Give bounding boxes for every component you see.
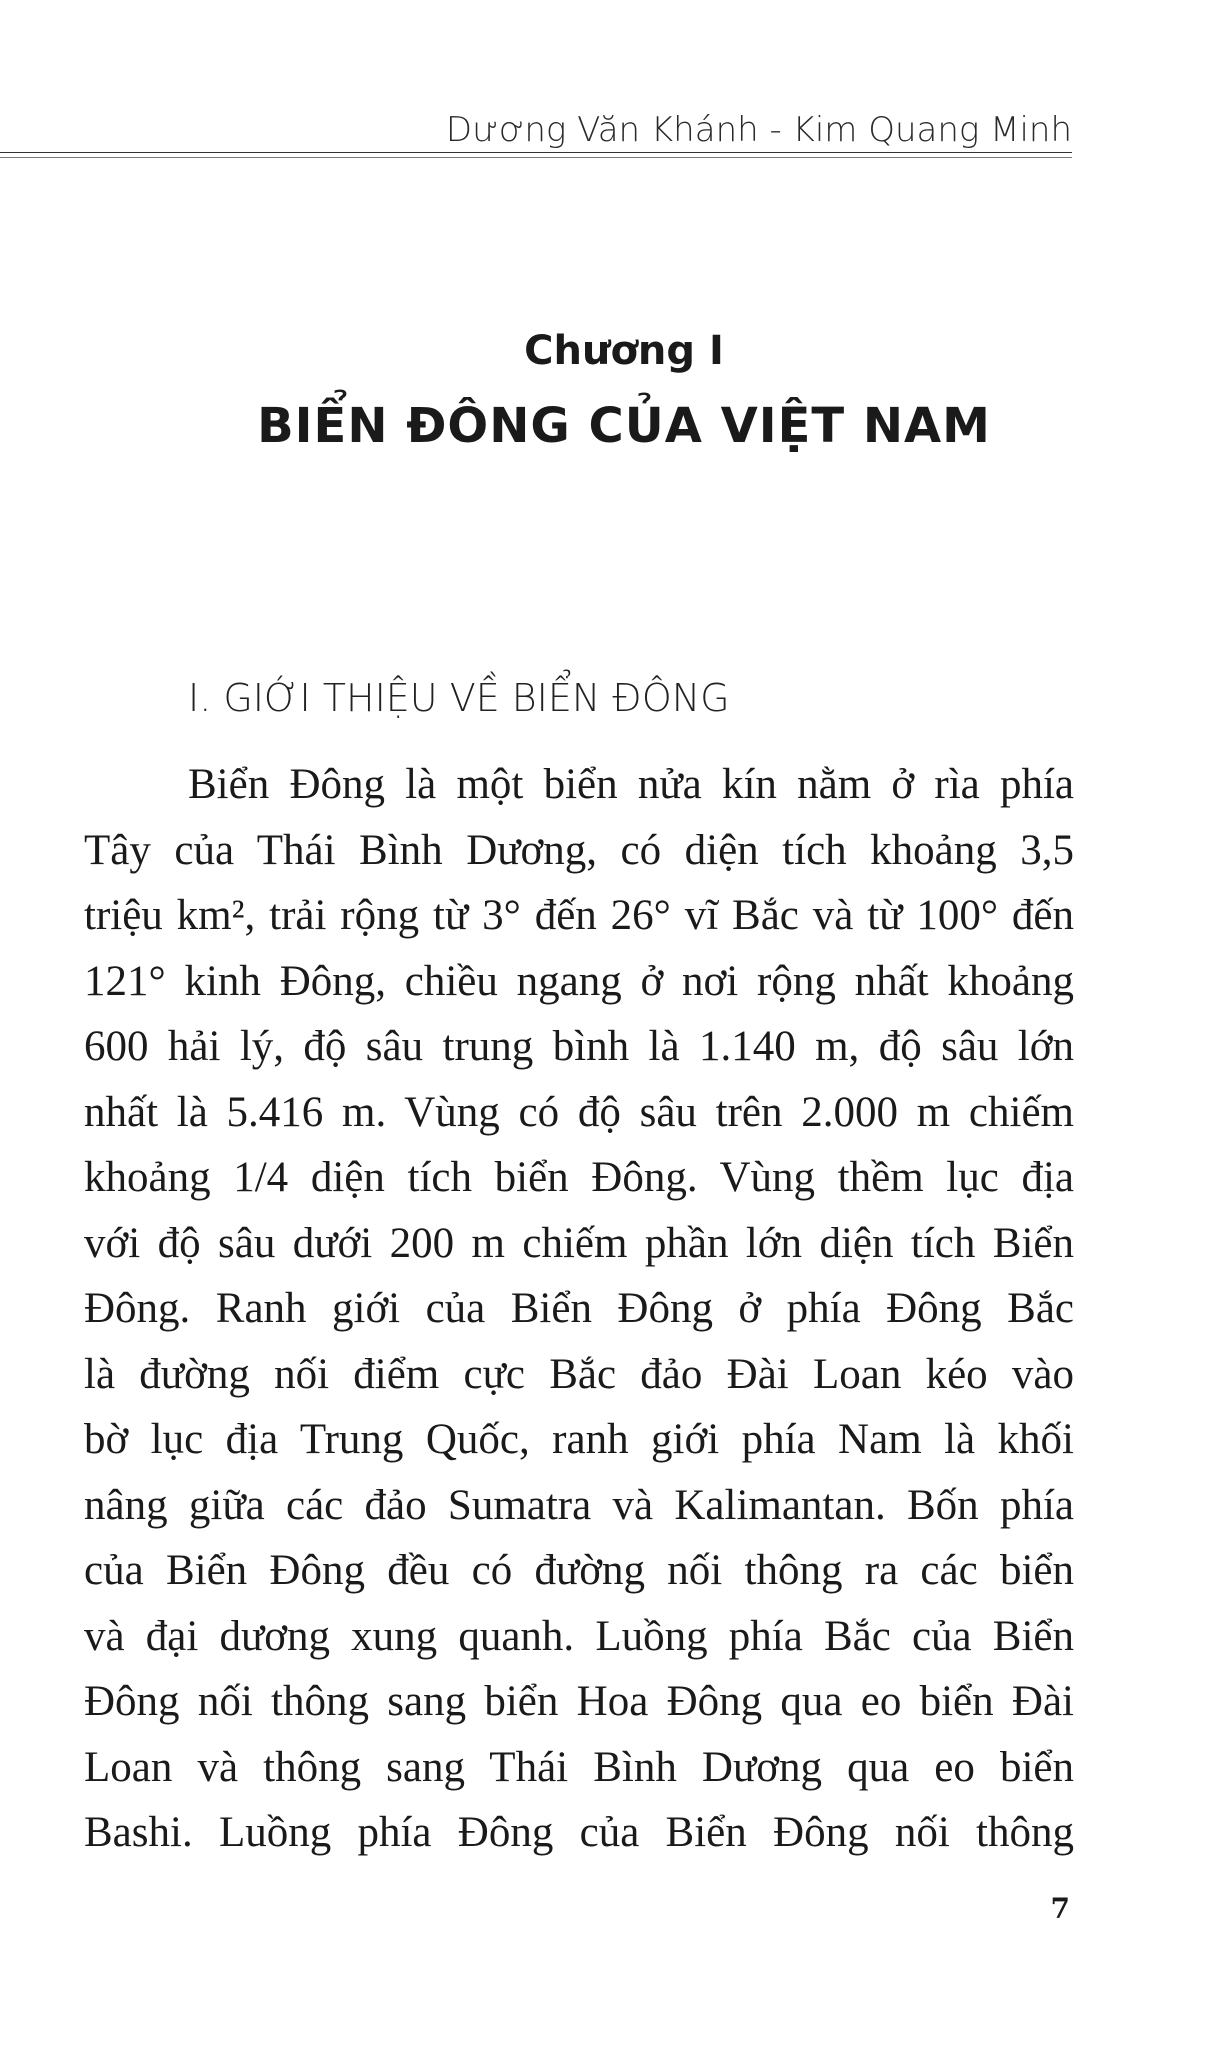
- page-header: [0, 0, 1220, 160]
- body-line: Bashi. Luồng phía Đông của Biển Đông nối thông: [84, 1809, 1074, 1856]
- body-line: và đại dương xung quanh. Luồng phía Bắc của Biển: [84, 1612, 1074, 1660]
- body-line: là đường nối điểm cực Bắc đảo Đài Loan kéo vào: [84, 1350, 1074, 1398]
- body-line: triệu km², trải rộng từ 3° đến 26° vĩ Bắc và từ 100° đến: [84, 892, 1074, 939]
- body-line: nâng giữa các đảo Sumatra và Kalimantan. Bốn phía: [84, 1481, 1074, 1529]
- body-line: Đông nối thông sang biển Hoa Đông qua eo biển Đài: [84, 1678, 1074, 1725]
- body-line: với độ sâu dưới 200 m chiếm phần lớn diện tích Biển: [84, 1219, 1074, 1267]
- chapter-title: BIỂN ĐÔNG CỦA VIỆT NAM: [257, 398, 991, 454]
- body-line: 600 hải lý, độ sâu trung bình là 1.140 m, độ sâu lớn: [84, 1023, 1074, 1070]
- body-line: Biển Đông là một biển nửa kín nằm ở rìa phía: [188, 761, 1074, 808]
- body-line: nhất là 5.416 m. Vùng có độ sâu trên 2.000 m chiếm: [84, 1088, 1074, 1136]
- running-head: Dương Văn Khánh - Kim Quang Minh: [445, 110, 1072, 150]
- body-line: 121° kinh Đông, chiều ngang ở nơi rộng nhất khoảng: [84, 957, 1074, 1005]
- body-paragraph: [84, 752, 1074, 1866]
- section-heading: I. GIỚI THIỆU VỀ BIỂN ĐÔNG: [188, 676, 730, 720]
- body-line: bờ lục địa Trung Quốc, ranh giới phía Nam là khối: [84, 1416, 1074, 1463]
- header-rule-secondary: [0, 157, 1072, 158]
- header-rule: [0, 152, 1072, 153]
- chapter-label: Chương I: [524, 328, 724, 374]
- body-line: của Biển Đông đều có đường nối thông ra các biển: [84, 1547, 1074, 1594]
- body-line: khoảng 1/4 diện tích biển Đông. Vùng thềm lục địa: [84, 1154, 1074, 1201]
- body-line: Tây của Thái Bình Dương, có diện tích khoảng 3,5: [84, 826, 1074, 874]
- page-number: 7: [1050, 1892, 1070, 1925]
- body-line: Loan và thông sang Thái Bình Dương qua eo biển: [84, 1743, 1074, 1791]
- body-line: Đông. Ranh giới của Biển Đông ở phía Đông Bắc: [84, 1285, 1074, 1332]
